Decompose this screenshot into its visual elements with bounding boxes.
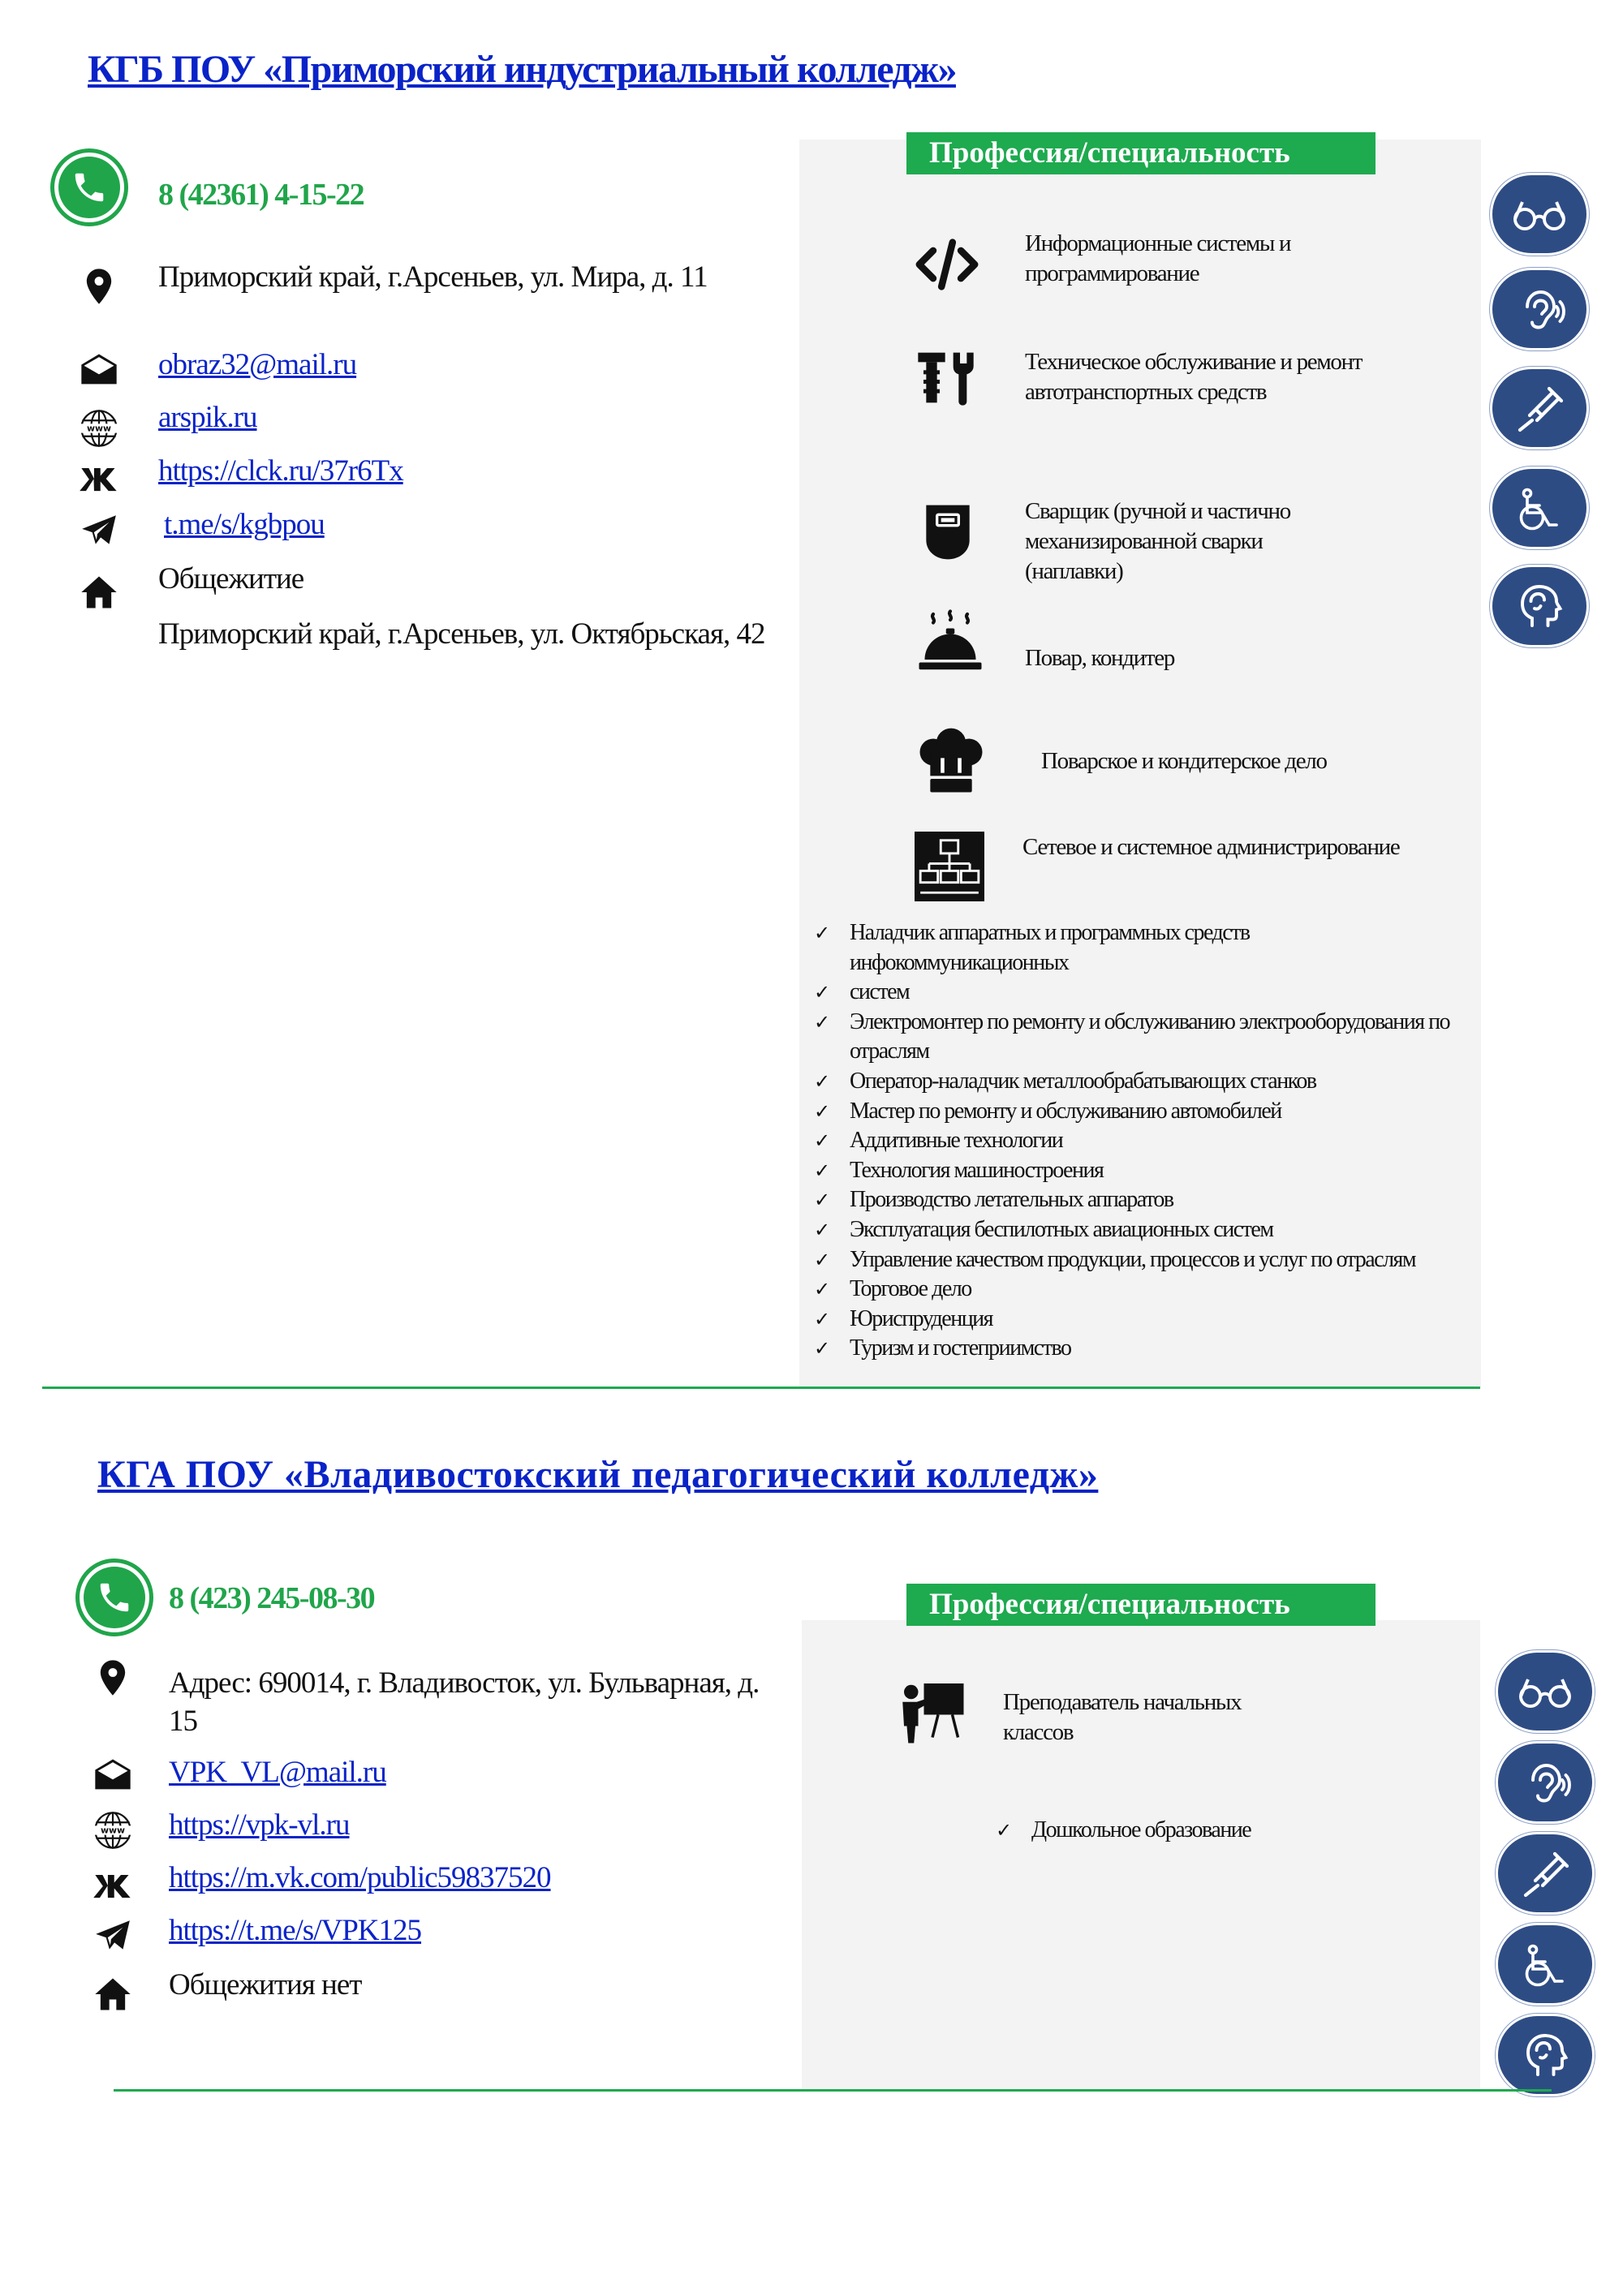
list-item: ✓ Торговое дело [814, 1275, 1455, 1305]
profession-item: Преподаватель начальных классов [1003, 1689, 1242, 1745]
college-1-telegram-link[interactable]: t.me/s/kgbpou [164, 508, 325, 541]
phone-icon [75, 1559, 153, 1636]
college-1-website-link[interactable]: arspik.ru [158, 401, 257, 434]
specialties-checklist [996, 1816, 1401, 1846]
phone-icon [50, 148, 128, 226]
telegram-icon [90, 1913, 136, 1958]
glasses-icon [1496, 1650, 1595, 1733]
chef-hat-icon [915, 724, 987, 802]
college-1-address: Приморский край, г.Арсеньев, ул. Мира, д. 11 [158, 260, 708, 294]
list-item: ✓ Управление качеством продукции, процессов и услуг по отраслям [814, 1245, 1455, 1275]
college-1-dormitory: Общежитие [158, 562, 304, 595]
network-icon [915, 832, 984, 905]
list-item: ✓ Мастер по ремонту и обслуживанию автомобилей [814, 1097, 1455, 1127]
wheelchair-icon [1496, 1923, 1595, 2006]
vk-icon [76, 456, 122, 501]
location-pin-icon [76, 264, 122, 309]
profession-item: Поварское и кондитерское дело [1041, 748, 1327, 774]
profession-item: Информационные системы и программирование [1025, 230, 1291, 286]
college-2-address: Адрес: 690014, г. Владивосток, ул. Бульварная, д. [169, 1666, 760, 1700]
college-1-dormitory-address: Приморский край, г.Арсеньев, ул. Октябрьская, 42 [158, 617, 765, 651]
college-1-email-link[interactable]: obraz32@mail.ru [158, 348, 357, 381]
college-2-telegram-link[interactable]: https://t.me/s/VPK125 [169, 1914, 422, 1947]
home-icon [76, 570, 122, 615]
college-2-email-link[interactable]: VPK_VL@mail.ru [169, 1756, 386, 1789]
list-item: ✓ Юриспруденция [814, 1305, 1455, 1335]
location-pin-icon [90, 1655, 136, 1701]
globe-icon [90, 1808, 136, 1853]
crutch-icon [1496, 1832, 1595, 1915]
professions-header: Профессия/специальность [906, 132, 1375, 174]
code-icon [909, 231, 985, 302]
list-item: ✓ Технология машиностроения [814, 1156, 1455, 1186]
college-1-vk-link[interactable]: https://clck.ru/37r6Tx [158, 454, 403, 488]
college-2-website-link[interactable]: https://vpk-vl.ru [169, 1808, 350, 1842]
college-1-title[interactable]: КГБ ПОУ «Приморский индустриальный колледж» [88, 48, 956, 91]
college-2-vk-link[interactable]: https://m.vk.com/public59837520 [169, 1861, 551, 1894]
list-item: ✓ Производство летательных аппаратов [814, 1185, 1455, 1215]
specialties-checklist [814, 918, 1455, 1364]
list-item: ✓ Наладчик аппаратных и программных средств инфокоммуникационных [814, 918, 1455, 978]
ear-icon [1496, 1741, 1595, 1824]
welding-mask-icon [915, 493, 980, 575]
teacher-icon [898, 1678, 966, 1750]
college-2-address: 15 [169, 1705, 197, 1738]
college-2-phone: 8 (423) 245-08-30 [169, 1581, 375, 1615]
globe-icon [76, 406, 122, 451]
list-item: ✓ Оператор-наладчик металлообрабатывающих станков [814, 1067, 1455, 1097]
section-divider [42, 1387, 1480, 1389]
crutch-icon [1490, 367, 1589, 449]
college-2-title[interactable]: КГА ПОУ «Владивостокский педагогический колледж» [97, 1453, 1099, 1496]
list-item: ✓ Туризм и гостеприимство [814, 1334, 1455, 1364]
wheelchair-icon [1490, 467, 1589, 549]
list-item: ✓ систем [814, 978, 1455, 1008]
head-icon [1490, 565, 1589, 647]
section-divider [114, 2089, 1552, 2092]
vk-icon [90, 1863, 136, 1908]
telegram-icon [76, 508, 122, 553]
list-item: ✓ Эксплуатация беспилотных авиационных систем [814, 1215, 1455, 1245]
profession-item: Повар, кондитер [1025, 645, 1175, 671]
list-item: ✓ Аддитивные технологии [814, 1126, 1455, 1156]
list-item: ✓ Электромонтер по ремонту и обслуживанию электрооборудования по отраслям [814, 1008, 1455, 1067]
glasses-icon [1490, 173, 1589, 256]
head-icon [1496, 2014, 1595, 2096]
profession-item: Сетевое и системное администрирование [1022, 834, 1400, 860]
email-icon [90, 1752, 136, 1798]
cloche-icon [911, 608, 990, 681]
professions-header: Профессия/специальность [906, 1584, 1375, 1626]
profession-item: Сварщик (ручной и частично механизированной сварки (наплавки) [1025, 498, 1290, 584]
college-1-phone: 8 (42361) 4-15-22 [158, 178, 364, 212]
college-2-dormitory: Общежития нет [169, 1968, 362, 2001]
email-icon [76, 347, 122, 393]
list-item: ✓ Дошкольное образование [996, 1816, 1401, 1846]
tools-icon [909, 347, 987, 416]
home-icon [90, 1971, 136, 2017]
profession-item: Техническое обслуживание и ремонт автотранспортных средств [1025, 349, 1363, 405]
ear-icon [1490, 268, 1589, 350]
